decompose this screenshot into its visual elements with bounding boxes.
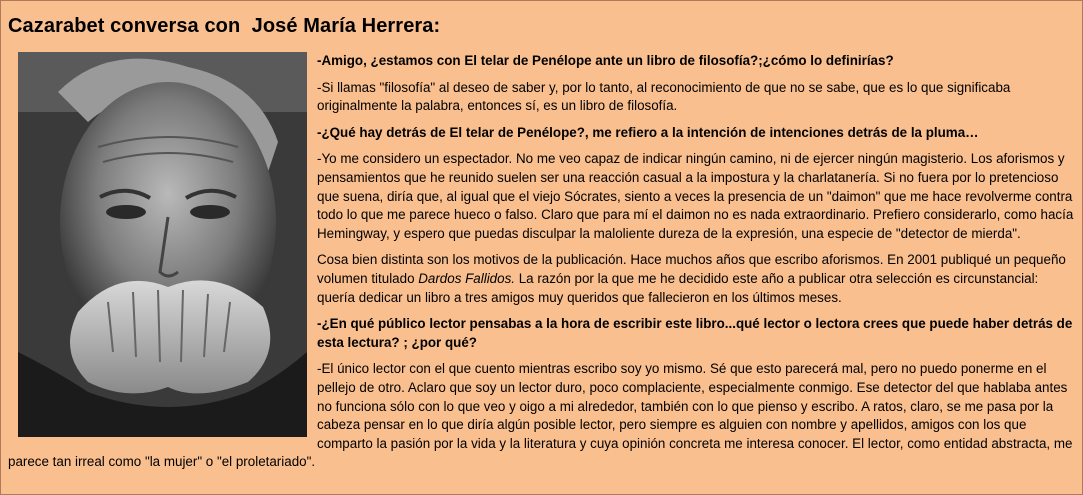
answer-2-continued-text-end: La razón por la que me he decidido este año a publicar otra selección es circunstancial: quería dedicar un libro a tres amigos muy queridos que fallecieron en los últimos meses. — [317, 270, 1039, 305]
answer-2: -Yo me considero un espectador. No me veo capaz de indicar ningún camino, ni de ejercer ningún magisterio. Los aforismos y pensamientos que he reunido suelen ser una reacción casual a la impostura y la charlatanería. Si no fuera por lo pretencioso que suena, diría que, al igual que el viejo Sócrates, siento a veces la presencia de un "daimon" que me hace revolverme contra todo lo que me parece hueco o falso. Claro que para mí el daimon no es nada extraordinario. Prefiero considerarlo, como hacía Hemingway, y espero que puedas disculpar la maloliente dureza de la expresión, una especie de "detector de mierda". — [317, 151, 1074, 241]
question-1: -Amigo, ¿estamos con El telar de Penélope ante un libro de filosofía?;¿cómo lo definirías? — [317, 53, 894, 68]
page-title: Cazarabet conversa con José María Herrera: — [8, 15, 441, 37]
answer-3: -El único lector con el que cuento mientras escribo soy yo mismo. Sé que esto parecerá mal, pero no puedo ponerme en el pellejo de otro. Aclaro que soy un lector duro, poco complaciente, especialmente conmigo. Ese detector del que hablaba antes no funciona sólo con lo que veo y oigo a mi alrededor, también con lo que pienso y escribo. A ratos, claro, se me pasa por la cabeza pensar en lo que diría algún posible lector, pero siempre es alguien con nombre y apellidos, amigos con los que comparto la pasión por la vida y la literatura y cuya opinión concreta me interesa conocer. El lector, como entidad abstracta, me parece tan irreal como "la mujer" o "el proletariado". — [8, 361, 1073, 470]
question-3: -¿En qué público lector pensabas a la hora de escribir este libro...qué lector o lectora crees que puede haber detrás de esta lectura? ; ¿por qué? — [317, 316, 1073, 350]
author-portrait-image — [18, 52, 307, 437]
author-photo — [18, 52, 307, 437]
book-title-dardos-fallidos: Dardos Fallidos. — [418, 270, 515, 286]
interview-content — [8, 52, 1076, 480]
answer-2-continued-text-start: Cosa bien distinta son los motivos de la publicación. Hace muchos años que escribo aforismos. En 2001 publiqué un pequeño volumen titulado — [317, 252, 1066, 286]
answer-1: -Si llamas "filosofía" al deseo de saber y, por lo tanto, al reconocimiento de que no se sabe, que es lo que significaba originalmente la palabra, entonces sí, es un libro de filosofía. — [317, 79, 1011, 114]
question-2: -¿Qué hay detrás de El telar de Penélope?, me refiero a la intención de intenciones detrás de la pluma… — [317, 124, 979, 140]
